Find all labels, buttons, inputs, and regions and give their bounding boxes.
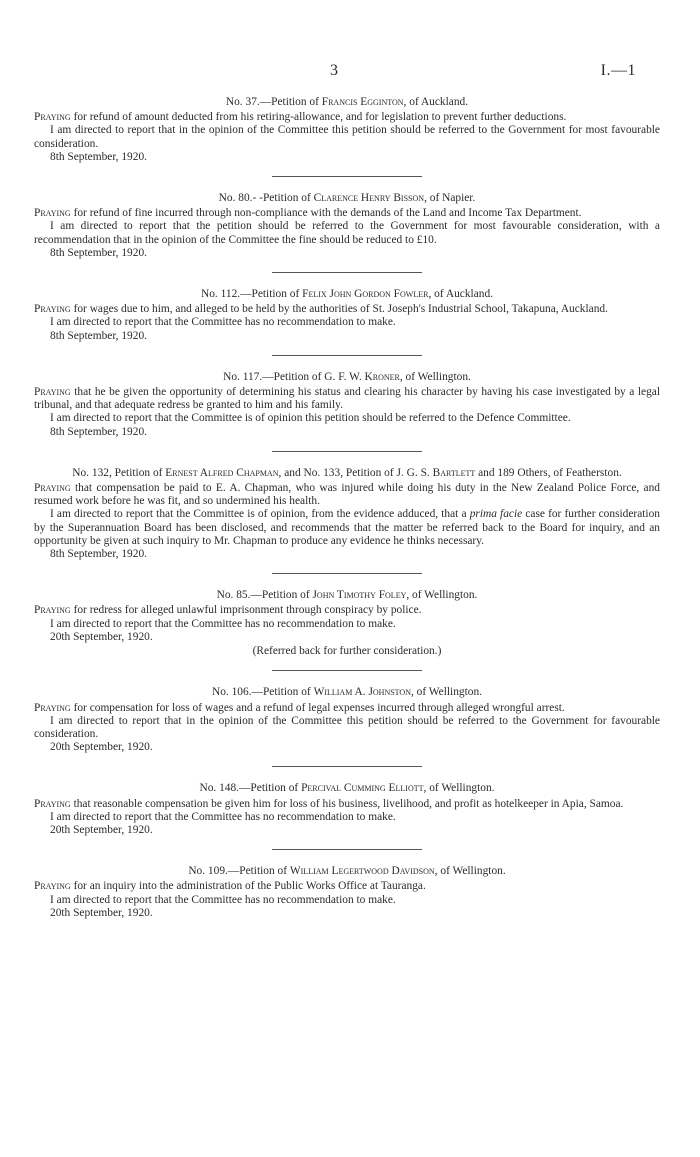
petition-148	[34, 782, 660, 837]
petition-date: 8th September, 1920.	[50, 425, 147, 438]
section-divider	[272, 670, 422, 671]
petition-report: I am directed to report that in the opinion of the Committee this petition should be referred to the Government for most favourable consideration.	[34, 124, 660, 150]
petition-note: (Referred back for further consideration.)	[252, 645, 442, 658]
document-reference: I.—1	[600, 62, 636, 79]
petition-title: No. 109.—Petition of William Legertwood Davidson, of Wellington.	[188, 865, 506, 878]
petition-report: I am directed to report that the Committee has no recommendation to make.	[50, 316, 396, 329]
petition-title: No. 85.—Petition of John Timothy Foley, of Wellington.	[216, 589, 478, 602]
petition-title: No. 117.—Petition of G. F. W. Kroner, of Wellington.	[223, 370, 471, 383]
petition-report: I am directed to report that the Committee has no recommendation to make.	[50, 893, 396, 906]
petition-109	[34, 865, 660, 920]
petition-85	[34, 589, 660, 658]
petition-date: 20th September, 1920.	[50, 630, 153, 643]
petition-title: No. 112.—Petition of Felix John Gordon Fowler, of Auckland.	[200, 288, 493, 301]
petition-prayer: Praying for refund of fine incurred through non-compliance with the demands of the Land and Income Tax Department.	[34, 207, 582, 220]
petition-title: No. 80.- -Petition of Clarence Henry Bisson, of Napier.	[218, 192, 476, 205]
petitioner-name: William A. Johnston	[313, 686, 411, 699]
petitioner-name: John Timothy Foley	[312, 589, 407, 602]
petition-132-133	[34, 467, 660, 561]
petition-date: 8th September, 1920.	[50, 246, 147, 259]
petitioner-name-2: J. G. S. Bartlett	[396, 466, 476, 479]
section-divider	[272, 355, 422, 356]
petition-date: 20th September, 1920.	[50, 741, 153, 754]
petition-prayer: Praying for compensation for loss of wages and a refund of legal expenses incurred through alleged wrongful arrest.	[34, 701, 565, 714]
petition-report: I am directed to report that the Committee has no recommendation to make.	[50, 810, 396, 823]
section-divider	[272, 766, 422, 767]
section-divider	[272, 176, 422, 177]
petitioner-name: Clarence Henry Bisson	[313, 192, 425, 205]
document-body	[34, 96, 660, 920]
petition-prayer: Praying for wages due to him, and alleged to be held by the authorities of St. Joseph's Industrial School, Takapuna, Auckland.	[34, 303, 608, 316]
petition-title: No. 132, Petition of Ernest Alfred Chapman, and No. 133, Petition of J. G. S. Bartlett and 189 Others, of Featherston.	[72, 466, 622, 479]
latin-phrase: prima facie	[469, 508, 523, 521]
petition-prayer: Praying that reasonable compensation be given him for loss of his business, livelihood, and profit as hotelkeeper in Apia, Samoa.	[34, 797, 624, 810]
petition-date: 8th September, 1920.	[50, 548, 147, 561]
petition-title: No. 106.—Petition of William A. Johnston, of Wellington.	[212, 686, 482, 699]
petitioner-name: Felix John Gordon Fowler	[302, 288, 429, 301]
petition-80	[34, 192, 660, 260]
petition-title: No. 148.—Petition of Percival Cumming Elliott, of Wellington.	[199, 782, 495, 795]
petition-title: No. 37.—Petition of Francis Egginton, of Auckland.	[225, 96, 469, 108]
section-divider	[272, 272, 422, 273]
section-divider	[272, 573, 422, 574]
page-number: 3	[330, 62, 338, 79]
petition-report: I am directed to report that the Committee is of opinion, from the evidence adduced, that a prima facie case for further consideration by the Superannuation Board has been disclosed, and recommends that the matter be referred back to the Board for inquiry, and an opportunity be given at such inquiry to Mr. Chapman to produce any evidence he thinks necessary.	[34, 508, 660, 547]
petition-37	[34, 96, 660, 164]
petition-106	[34, 686, 660, 754]
petition-report: I am directed to report that the petition should be referred to the Government for most favourable consideration, with a recommendation that in the opinion of the Committee the fine should be reduced to £10.	[34, 220, 660, 246]
petition-date: 8th September, 1920.	[50, 150, 147, 163]
petition-date: 8th September, 1920.	[50, 329, 147, 342]
section-divider	[272, 451, 422, 452]
petitioner-name: Percival Cumming Elliott	[301, 782, 424, 795]
petition-prayer: Praying that compensation be paid to E. A. Chapman, who was injured while doing his duty in the New Zealand Police Force, and resumed work before he was fit, and so undermined his health.	[34, 482, 660, 508]
petition-112	[34, 288, 660, 343]
petition-prayer: Praying for redress for alleged unlawful imprisonment through conspiracy by police.	[34, 604, 422, 617]
section-divider	[272, 849, 422, 850]
petition-117	[34, 371, 660, 439]
petitioner-name: G. F. W. Kroner	[324, 370, 400, 383]
petition-date: 20th September, 1920.	[50, 906, 153, 919]
petition-date: 20th September, 1920.	[50, 823, 153, 836]
page-header	[0, 62, 700, 82]
petition-report: I am directed to report that in the opinion of the Committee this petition should be referred to the Government for favourable consideration.	[34, 714, 660, 740]
petition-prayer: Praying for refund of amount deducted from his retiring-allowance, and for legislation to prevent further deductions.	[34, 111, 567, 124]
petition-report: I am directed to report that the Committee is of opinion this petition should be referred to the Defence Committee.	[50, 412, 571, 425]
petition-prayer: Praying for an inquiry into the administration of the Public Works Office at Tauranga.	[34, 880, 426, 893]
petitioner-name: William Legertwood Davidson	[289, 865, 435, 878]
petitioner-name: Ernest Alfred Chapman	[165, 466, 279, 479]
petition-prayer: Praying that he be given the opportunity of determining his status and clearing his character by having his case investigated by a legal tribunal, and that adequate redress be granted to him and his family.	[34, 386, 660, 412]
petition-report: I am directed to report that the Committee has no recommendation to make.	[50, 617, 396, 630]
petitioner-name: Francis Egginton	[321, 96, 404, 108]
